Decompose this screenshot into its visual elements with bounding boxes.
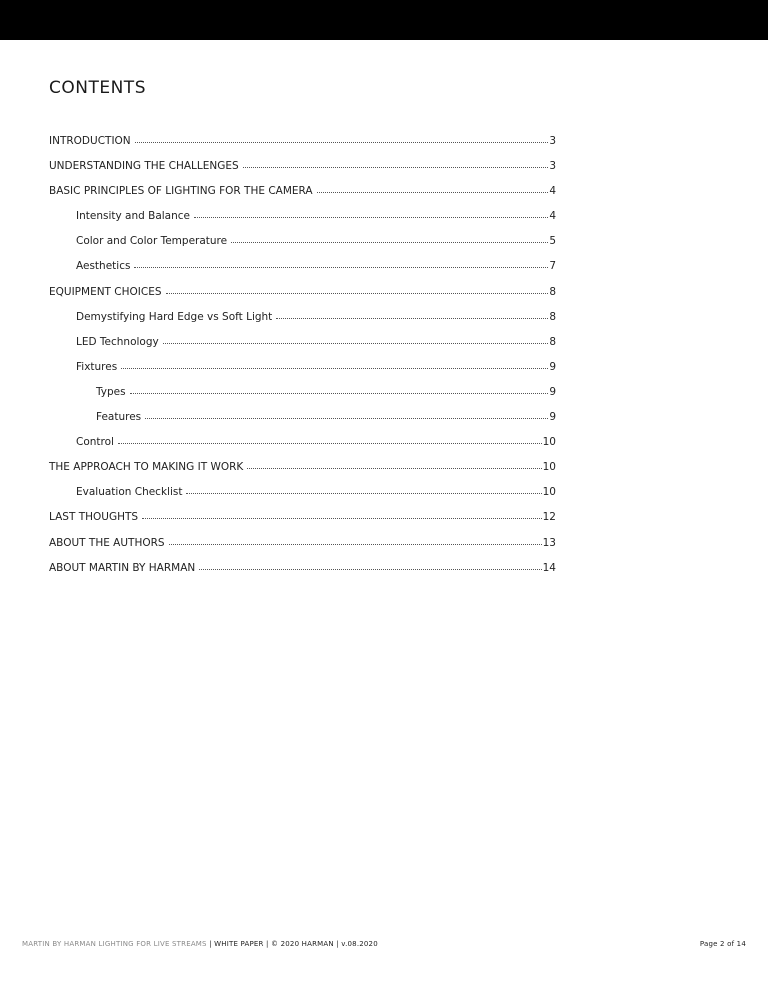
toc-entry[interactable] xyxy=(49,411,556,436)
toc-entry-title: Intensity and Balance xyxy=(76,210,191,223)
toc-entry[interactable] xyxy=(49,336,556,361)
page-title: CONTENTS xyxy=(49,78,146,98)
toc-entry-title: ABOUT MARTIN BY HARMAN xyxy=(49,561,196,574)
toc-dot-leader xyxy=(134,266,548,268)
toc-entry-page: 5 xyxy=(549,235,556,248)
toc-entry-title: LAST THOUGHTS xyxy=(49,511,139,524)
toc-entry-title: EQUIPMENT CHOICES xyxy=(49,285,162,298)
toc-entry-title: Aesthetics xyxy=(76,260,131,273)
toc-dot-leader xyxy=(247,467,541,469)
toc-dot-leader xyxy=(194,216,548,218)
toc-dot-leader xyxy=(163,342,549,344)
toc-entry-page: 12 xyxy=(542,511,556,524)
footer-left xyxy=(22,940,378,948)
toc-entry-page: 8 xyxy=(549,335,556,348)
toc-entry-page: 10 xyxy=(542,486,556,499)
footer-doc-title: MARTIN BY HARMAN LIGHTING FOR LIVE STREAMS xyxy=(22,940,207,948)
toc-entry-title: UNDERSTANDING THE CHALLENGES xyxy=(49,160,239,173)
page-footer xyxy=(22,940,746,948)
toc-entry-title: BASIC PRINCIPLES OF LIGHTING FOR THE CAMERA xyxy=(49,185,313,198)
toc-entry-page: 8 xyxy=(549,310,556,323)
toc-entry[interactable] xyxy=(49,210,556,235)
toc-entry[interactable] xyxy=(49,486,556,511)
toc-entry[interactable] xyxy=(49,260,556,285)
toc-dot-leader xyxy=(121,367,548,369)
footer-doc-type: WHITE PAPER xyxy=(214,940,264,948)
toc-entry-page: 10 xyxy=(542,461,556,474)
toc-entry-title: THE APPROACH TO MAKING IT WORK xyxy=(49,461,244,474)
toc-entry-page: 13 xyxy=(542,536,556,549)
toc-entry-page: 10 xyxy=(542,436,556,449)
toc-dot-leader xyxy=(145,417,548,419)
toc-dot-leader xyxy=(231,241,548,243)
header-bar xyxy=(0,0,768,40)
footer-copyright: © 2020 HARMAN xyxy=(271,940,334,948)
toc-dot-leader xyxy=(118,442,542,444)
toc-entry-title: Fixtures xyxy=(76,360,118,373)
toc-entry[interactable] xyxy=(49,386,556,411)
toc-entry-title: Evaluation Checklist xyxy=(76,486,183,499)
toc-entry-page: 9 xyxy=(549,360,556,373)
toc-entry[interactable] xyxy=(49,562,556,587)
toc-entry-page: 8 xyxy=(549,285,556,298)
page-number: Page 2 of 14 xyxy=(699,940,746,948)
toc-entry-title: Control xyxy=(76,436,114,449)
toc-dot-leader xyxy=(135,141,549,143)
toc-entry-title: INTRODUCTION xyxy=(49,135,131,147)
footer-separator: | xyxy=(263,940,271,948)
toc-dot-leader xyxy=(186,492,541,494)
toc-entry-page: 3 xyxy=(549,160,556,173)
toc-entry-title: ABOUT THE AUTHORS xyxy=(49,536,165,549)
toc-entry-page: 4 xyxy=(549,210,556,223)
toc-entry[interactable] xyxy=(49,135,556,160)
toc-dot-leader xyxy=(276,317,548,319)
toc-entry-title: LED Technology xyxy=(76,335,159,348)
toc-entry-page: 9 xyxy=(549,385,556,398)
toc-entry[interactable] xyxy=(49,436,556,461)
toc-entry-page: 9 xyxy=(549,411,556,424)
toc-entry[interactable] xyxy=(49,185,556,210)
toc-dot-leader xyxy=(166,292,549,294)
toc-entry[interactable] xyxy=(49,461,556,486)
footer-separator: | xyxy=(206,940,215,948)
toc-dot-leader xyxy=(142,517,542,519)
toc-entry[interactable] xyxy=(49,311,556,336)
footer-separator: | xyxy=(333,940,342,948)
table-of-contents xyxy=(49,135,556,587)
toc-entry-page: 4 xyxy=(549,185,556,198)
toc-entry-title: Features xyxy=(96,411,142,424)
toc-entry-page: 14 xyxy=(542,561,556,574)
footer-version: v.08.2020 xyxy=(341,940,378,948)
toc-entry-page: 7 xyxy=(549,260,556,273)
toc-entry[interactable] xyxy=(49,235,556,260)
toc-entry[interactable] xyxy=(49,537,556,562)
toc-entry[interactable] xyxy=(49,361,556,386)
toc-entry[interactable] xyxy=(49,511,556,536)
toc-entry[interactable] xyxy=(49,286,556,311)
toc-dot-leader xyxy=(317,191,549,193)
toc-dot-leader xyxy=(243,166,549,168)
toc-entry-title: Color and Color Temperature xyxy=(76,235,228,248)
toc-dot-leader xyxy=(169,543,542,545)
toc-dot-leader xyxy=(130,392,549,394)
toc-entry-title: Types xyxy=(96,385,126,398)
toc-dot-leader xyxy=(199,568,541,570)
toc-entry[interactable] xyxy=(49,160,556,185)
toc-entry-page: 3 xyxy=(549,135,556,147)
toc-entry-title: Demystifying Hard Edge vs Soft Light xyxy=(76,310,273,323)
